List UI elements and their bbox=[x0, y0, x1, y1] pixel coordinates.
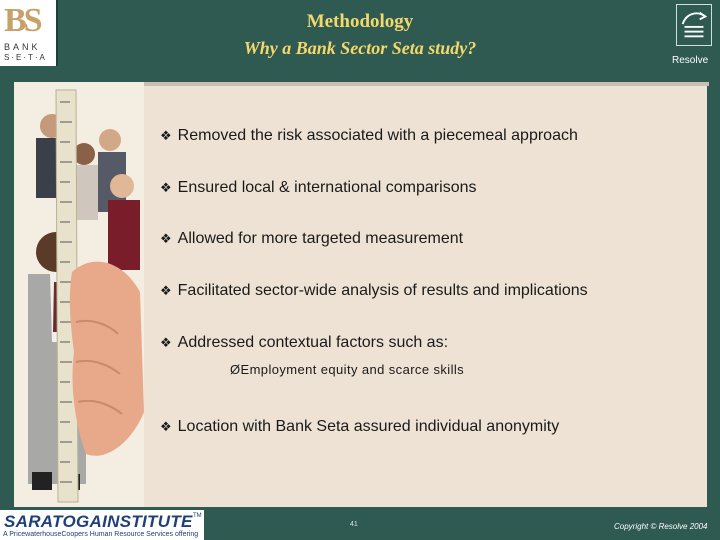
bullet-item bbox=[160, 418, 559, 436]
bullet-diamond-icon: ❖ bbox=[160, 419, 172, 434]
business-people-ruler-photo bbox=[14, 82, 144, 507]
bullet-diamond-icon: ❖ bbox=[160, 180, 172, 195]
bullet-item bbox=[160, 230, 463, 248]
sub-bullet-text: ØEmployment equity and scarce skills bbox=[230, 362, 465, 377]
saratoga-tm: TM bbox=[193, 513, 202, 519]
bullet-text: Facilitated sector-wide analysis of results and implications bbox=[177, 282, 588, 299]
copyright-text: Copyright © Resolve 2004 bbox=[614, 522, 708, 531]
bullet-item bbox=[160, 179, 476, 197]
page-number: 41 bbox=[350, 521, 358, 528]
bullet-text: Allowed for more targeted measurement bbox=[177, 230, 464, 247]
bullet-diamond-icon: ❖ bbox=[160, 283, 172, 298]
resolve-logo-label: Resolve bbox=[672, 55, 709, 66]
saratoga-tagline: A PricewaterhouseCoopers Human Resource Services offering bbox=[3, 531, 199, 538]
slide-title: Methodology bbox=[306, 11, 414, 32]
bullet-item bbox=[160, 127, 578, 145]
bank-seta-logo-mark: BS bbox=[4, 2, 40, 39]
bank-seta-logo-line2: S·E·T·A bbox=[4, 53, 47, 62]
bullet-diamond-icon: ❖ bbox=[160, 335, 172, 350]
bank-seta-logo-line1: BANK bbox=[4, 42, 41, 52]
saratoga-institute-logo bbox=[0, 510, 204, 540]
bullet-text: Removed the risk associated with a piecemeal approach bbox=[177, 127, 578, 144]
saratoga-brand: SARATOGAINSTITUTE bbox=[4, 512, 193, 531]
bullet-diamond-icon: ❖ bbox=[160, 128, 172, 143]
bullet-text: Location with Bank Seta assured individual anonymity bbox=[177, 418, 560, 435]
resolve-logo-icon bbox=[676, 4, 712, 46]
bullet-item bbox=[160, 334, 448, 352]
bullet-text: Addressed contextual factors such as: bbox=[177, 334, 449, 351]
bullet-text: Ensured local & international comparisons bbox=[177, 179, 477, 196]
bullet-diamond-icon: ❖ bbox=[160, 231, 172, 246]
bullet-item bbox=[160, 282, 588, 300]
slide-subtitle: Why a Bank Sector Seta study? bbox=[243, 38, 477, 58]
